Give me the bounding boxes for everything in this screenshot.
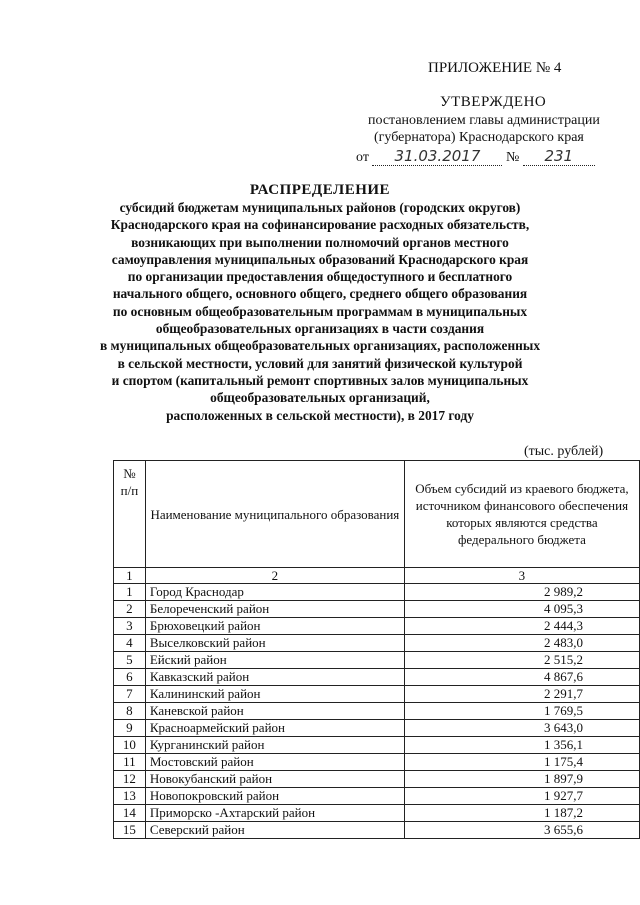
appendix-label: ПРИЛОЖЕНИЕ № 4 — [428, 60, 562, 76]
row-number: 14 — [114, 805, 146, 822]
subsidy-value: 4 095,3 — [404, 601, 639, 618]
subtitle-line: в сельской местности, условий для занятий физической культурой — [117, 355, 523, 371]
column-numbers-row — [114, 568, 640, 584]
row-number: 6 — [114, 669, 146, 686]
row-number: 12 — [114, 771, 146, 788]
municipality-name: Красноармейский район — [145, 720, 404, 737]
subsidy-value: 1 175,4 — [404, 754, 639, 771]
table-row — [114, 703, 640, 720]
table-row — [114, 652, 640, 669]
subtitle-line: и спортом (капитальный ремонт спортивных залов муниципальных — [111, 372, 529, 388]
subtitle-line: расположенных в сельской местности), в 2017 году — [166, 407, 474, 423]
subtitle-line: возникающих при выполнении полномочий органов местного — [131, 234, 509, 250]
table-row — [114, 805, 640, 822]
subsidy-value: 3 655,6 — [404, 822, 639, 839]
subtitle-line: общеобразовательных организаций, — [210, 390, 430, 406]
subsidy-value: 1 187,2 — [404, 805, 639, 822]
subtitle-line: самоуправления муниципальных образований Краснодарского края — [111, 251, 529, 267]
subtitle-line: начального общего, основного общего, среднего общего образования — [112, 286, 528, 302]
municipality-name: Белореченский район — [145, 601, 404, 618]
row-number: 10 — [114, 737, 146, 754]
row-number: 4 — [114, 635, 146, 652]
municipality-name: Новопокровский район — [145, 788, 404, 805]
subsidy-value: 3 643,0 — [404, 720, 639, 737]
units-label: (тыс. рублей) — [524, 444, 604, 459]
subsidy-value: 2 515,2 — [404, 652, 639, 669]
date-prefix: от — [356, 150, 369, 165]
municipality-name: Северский район — [145, 822, 404, 839]
row-number: 15 — [114, 822, 146, 839]
municipality-name: Ейский район — [145, 652, 404, 669]
subsidy-value: 2 444,3 — [404, 618, 639, 635]
handwritten-number: 231 — [523, 147, 595, 166]
number-prefix: № — [505, 150, 520, 165]
column-number: 1 — [114, 568, 146, 584]
municipality-name: Брюховецкий район — [145, 618, 404, 635]
row-number: 9 — [114, 720, 146, 737]
subsidy-value: 2 483,0 — [404, 635, 639, 652]
decree-date-row — [356, 147, 595, 166]
row-number: 3 — [114, 618, 146, 635]
municipality-name: Каневской район — [145, 703, 404, 720]
subtitle-line: Краснодарского края на софинансирование расходных обязательств, — [110, 217, 530, 233]
subsidy-value: 1 769,5 — [404, 703, 639, 720]
row-number: 2 — [114, 601, 146, 618]
subtitle-line: по организации предоставления общедоступного и бесплатного — [127, 269, 513, 285]
table-row — [114, 669, 640, 686]
col-subsidy-header: Объем субсидий из краевого бюджета, источником финансового обеспечения которых являются средства федерального бюджета — [404, 461, 639, 568]
table-header-row — [114, 461, 640, 568]
document-title: РАСПРЕДЕЛЕНИЕ — [249, 182, 391, 198]
row-number: 13 — [114, 788, 146, 805]
municipality-name: Курганинский район — [145, 737, 404, 754]
row-number: 1 — [114, 584, 146, 601]
document-subtitle — [90, 199, 550, 424]
municipality-name: Город Краснодар — [145, 584, 404, 601]
row-number: 8 — [114, 703, 146, 720]
handwritten-date: 31.03.2017 — [372, 147, 502, 166]
col-municipality-header: Наименование муниципального образования — [145, 461, 404, 568]
table-row — [114, 686, 640, 703]
municipality-name: Кавказский район — [145, 669, 404, 686]
subtitle-line: по основным общеобразовательным программам в муниципальных — [112, 303, 528, 319]
row-number: 7 — [114, 686, 146, 703]
municipality-name: Выселковский район — [145, 635, 404, 652]
table-row — [114, 618, 640, 635]
table-body — [114, 584, 640, 839]
table-row — [114, 754, 640, 771]
table-row — [114, 635, 640, 652]
table-row — [114, 737, 640, 754]
table-row — [114, 584, 640, 601]
approved-by-line1: постановлением главы администрации — [368, 113, 600, 128]
subsidy-value: 2 989,2 — [404, 584, 639, 601]
table-row — [114, 771, 640, 788]
table-row — [114, 788, 640, 805]
table-row — [114, 822, 640, 839]
subsidy-value: 1 927,7 — [404, 788, 639, 805]
column-number: 3 — [404, 568, 639, 584]
table-row — [114, 720, 640, 737]
row-number: 5 — [114, 652, 146, 669]
municipality-name: Новокубанский район — [145, 771, 404, 788]
subtitle-line: общеобразовательных организациях в части создания — [155, 321, 485, 337]
row-number: 11 — [114, 754, 146, 771]
subtitle-line: субсидий бюджетам муниципальных районов (городских округов) — [119, 200, 521, 215]
municipality-name: Калининский район — [145, 686, 404, 703]
subsidy-table — [113, 460, 640, 839]
approved-label: УТВЕРЖДЕНО — [440, 94, 547, 110]
municipality-name: Приморско -Ахтарский район — [145, 805, 404, 822]
municipality-name: Мостовский район — [145, 754, 404, 771]
subsidy-value: 1 897,9 — [404, 771, 639, 788]
approved-by-line2: (губернатора) Краснодарского края — [374, 130, 584, 145]
column-number: 2 — [145, 568, 404, 584]
subsidy-value: 2 291,7 — [404, 686, 639, 703]
subsidy-value: 4 867,6 — [404, 669, 639, 686]
col-number-header: № п/п — [114, 461, 146, 568]
table-row — [114, 601, 640, 618]
subsidy-value: 1 356,1 — [404, 737, 639, 754]
subtitle-line: в муниципальных общеобразовательных организациях, расположенных — [99, 338, 541, 354]
